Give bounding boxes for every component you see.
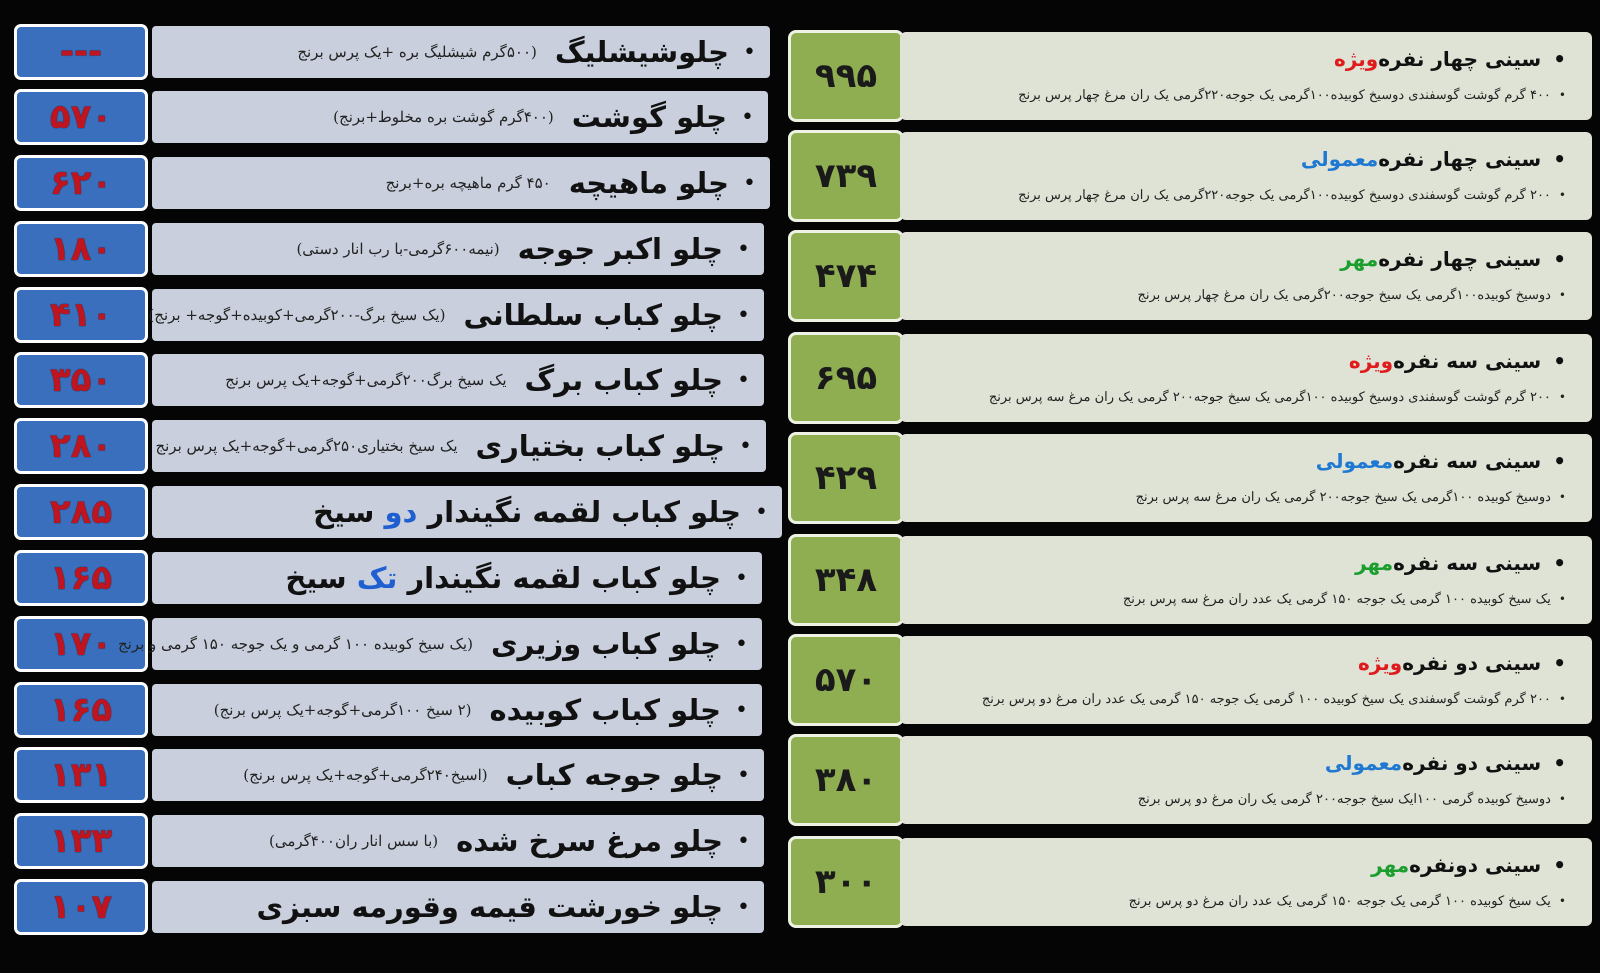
price-badge: ۱۶۵ [14, 682, 148, 738]
bullet-icon: • [735, 697, 748, 723]
item-description: (یک سیخ کوبیده ۱۰۰ گرمی و یک جوجه ۱۵۰ گرمی و برنج [117, 635, 473, 653]
item-bar [152, 420, 766, 472]
item-description: یک سیخ برگ۲۰۰گرمی+گوجه+یک پرس برنج [225, 371, 507, 389]
item-title: چلو خورشت قیمه وقورمه سبزی [256, 890, 724, 924]
item-tag: مهر [1371, 853, 1410, 877]
menu-item-right[interactable] [788, 734, 1588, 826]
price-badge: ۳۸۰ [788, 734, 904, 826]
bullet-icon: • [1553, 751, 1566, 775]
item-bar [900, 536, 1592, 624]
item-description: • یک سیخ کوبیده ۱۰۰ گرمی یک جوجه ۱۵۰ گرمی یک عدد ران مرغ سه پرس برنج [1122, 591, 1566, 607]
bullet-icon: • [755, 499, 768, 525]
menu-item-left[interactable] [12, 482, 776, 540]
bullet-icon: • [1558, 188, 1566, 202]
item-description: • یک سیخ کوبیده ۱۰۰ گرمی یک جوجه ۱۵۰ گرمی یک عدد ران مرغ دو پرس برنج [1128, 893, 1566, 909]
item-description: ۴۵۰ گرم ماهیچه بره+برنج [385, 174, 551, 192]
item-bar [152, 157, 770, 209]
bullet-icon: • [1558, 490, 1566, 504]
bullet-icon: • [1553, 651, 1566, 675]
item-description: (۴۰۰گرم گوشت بره مخلوط+برنج) [333, 108, 554, 126]
bullet-icon: • [739, 433, 752, 459]
item-title: چلو مرغ سرخ شده [456, 824, 724, 858]
item-tag: مهر [1340, 247, 1379, 271]
menu-item-left[interactable] [12, 153, 776, 211]
menu-item-right[interactable] [788, 534, 1588, 626]
item-bar [152, 552, 762, 604]
menu-item-right[interactable] [788, 130, 1588, 222]
item-title: چلو کباب وزیری [490, 627, 722, 661]
price-badge: ۴۲۹ [788, 432, 904, 524]
menu-item-right[interactable] [788, 432, 1588, 524]
menu-item-left[interactable] [12, 87, 776, 145]
menu-item-left[interactable] [12, 614, 776, 672]
item-bar [148, 289, 764, 341]
menu-item-left[interactable] [12, 285, 776, 343]
price-badge: ۶۹۵ [788, 332, 904, 424]
bullet-icon: • [1558, 88, 1566, 102]
bullet-icon: • [1558, 288, 1566, 302]
item-description: • دوسیخ کوبیده۱۰۰گرمی یک سیخ جوجه۲۰۰گرمی یک ران مرغ چهار پرس برنج [1137, 287, 1566, 303]
menu-item-left[interactable] [12, 680, 776, 738]
item-bar [152, 354, 764, 406]
bullet-icon: • [1558, 894, 1566, 908]
menu-item-left[interactable] [12, 22, 776, 80]
bullet-icon: • [1558, 692, 1566, 706]
item-bar [900, 736, 1592, 824]
item-title: • سینی سه نفره ویژه [1348, 349, 1566, 373]
item-title: • سینی چهار نفره معمولی [1300, 147, 1566, 171]
bullet-icon: • [737, 894, 750, 920]
item-tag: معمولی [1315, 449, 1394, 473]
item-title: • سینی دو نفره معمولی [1324, 751, 1566, 775]
bullet-icon: • [1558, 390, 1566, 404]
item-bar [152, 486, 782, 538]
price-badge: ۱۶۵ [14, 550, 148, 606]
item-title: چلو کباب سلطانی [463, 298, 724, 332]
menu-item-right[interactable] [788, 30, 1588, 122]
item-description: (اسیخ۲۴۰گرمی+گوجه+یک پرس برنج) [243, 766, 488, 784]
price-badge: ۳۵۰ [14, 352, 148, 408]
item-title: • سینی چهار نفره ویژه [1334, 47, 1566, 71]
item-title: • سینی سه نفره معمولی [1315, 449, 1566, 473]
item-title: چلو کباب لقمه نگیندار دو سیخ [313, 495, 742, 529]
item-bar [152, 815, 764, 867]
menu-item-right[interactable] [788, 836, 1588, 928]
price-badge: --- [14, 24, 148, 80]
item-description: (یک سیخ برگ-۲۰۰گرمی+کوبیده+گوجه+ برنج) [148, 306, 446, 324]
item-title-highlight: دو [384, 495, 418, 529]
price-badge: ۱۰۷ [14, 879, 148, 935]
item-title: • سینی سه نفره مهر [1355, 551, 1566, 575]
item-title: چلو جوجه کباب [505, 758, 724, 792]
price-badge: ۱۷۰ [14, 616, 148, 672]
item-title: چلو کباب لقمه نگیندار تک سیخ [285, 561, 722, 595]
item-description: • دوسیخ کوبیده ۱۰۰گرمی یک سیخ جوجه۲۰۰ گرمی یک ران مرغ سه پرس برنج [1135, 489, 1566, 505]
price-badge: ۵۷۰ [14, 89, 148, 145]
menu-item-left[interactable] [12, 877, 776, 935]
item-description: (۵۰۰گرم شیشلیگ بره +یک پرس برنج [297, 43, 537, 61]
bullet-icon: • [1553, 47, 1566, 71]
item-bar [152, 26, 770, 78]
item-description: • ۴۰۰ گرم گوشت گوسفندی دوسیخ کوبیده۱۰۰گرمی یک جوجه۲۲۰گرمی یک ران مرغ چهار پرس برنج [1018, 87, 1566, 103]
price-badge: ۹۹۵ [788, 30, 904, 122]
bullet-icon: • [737, 302, 750, 328]
item-bar [900, 232, 1592, 320]
item-bar [152, 223, 764, 275]
bullet-icon: • [737, 367, 750, 393]
item-bar [152, 749, 764, 801]
item-bar [152, 91, 768, 143]
price-badge: ۱۳۱ [14, 747, 148, 803]
item-title: چلو کباب کوبیده [489, 693, 722, 727]
price-badge: ۴۱۰ [14, 287, 148, 343]
menu-item-left[interactable] [12, 350, 776, 408]
bullet-icon: • [737, 828, 750, 854]
item-description: • دوسیخ کوبیده گرمی ۱۰۰ایک سیخ جوجه۲۰۰ گرمی یک ران مرغ دو پرس برنج [1137, 791, 1566, 807]
bullet-icon: • [735, 565, 748, 591]
item-bar [900, 132, 1592, 220]
item-bar [152, 684, 762, 736]
price-badge: ۳۰۰ [788, 836, 904, 928]
item-title: چلو کباب بختیاری [475, 429, 726, 463]
bullet-icon: • [1553, 247, 1566, 271]
bullet-icon: • [1553, 449, 1566, 473]
item-title: چلو کباب برگ [524, 363, 724, 397]
item-bar [900, 334, 1592, 422]
item-tag: ویژه [1334, 47, 1379, 71]
price-badge: ۲۸۵ [14, 484, 148, 540]
bullet-icon: • [743, 39, 756, 65]
bullet-icon: • [741, 104, 754, 130]
item-bar [900, 838, 1592, 926]
item-description: • ۲۰۰ گرم گوشت گوسفندی یک سیخ کوبیده ۱۰۰ گرمی یک جوجه ۱۵۰ گرمی یک عدد ران مرغ دو پرس برنج [981, 691, 1566, 707]
bullet-icon: • [743, 170, 756, 196]
menu-item-left[interactable] [12, 745, 776, 803]
price-badge: ۶۲۰ [14, 155, 148, 211]
item-description: • ۲۰۰ گرم گوشت گوسفندی دوسیخ کوبیده ۱۰۰گرمی یک سیخ جوجه۲۰۰ گرمی یک ران مرغ سه پرس برنج [988, 389, 1566, 405]
item-title: چلوشیشلیگ [554, 35, 730, 69]
item-title: چلو اکبر جوجه [517, 232, 724, 266]
bullet-icon: • [735, 631, 748, 657]
bullet-icon: • [737, 236, 750, 262]
price-badge: ۳۴۸ [788, 534, 904, 626]
item-tag: ویژه [1357, 651, 1403, 675]
price-badge: ۱۸۰ [14, 221, 148, 277]
menu-item-left[interactable] [12, 548, 776, 606]
item-title: • سینی دونفره مهر [1371, 853, 1566, 877]
item-title: • سینی چهار نفره مهر [1340, 247, 1566, 271]
price-badge: ۴۷۴ [788, 230, 904, 322]
price-badge: ۷۳۹ [788, 130, 904, 222]
bullet-icon: • [1553, 853, 1566, 877]
item-description: (نیمه۶۰۰گرمی-با رب انار دستی) [296, 240, 500, 258]
item-tag: معمولی [1300, 147, 1379, 171]
price-badge: ۱۳۳ [14, 813, 148, 869]
item-bar [152, 881, 764, 933]
item-description: (با سس انار ران۴۰۰گرمی) [268, 832, 439, 850]
price-badge: ۲۸۰ [14, 418, 148, 474]
menu-item-right[interactable] [788, 634, 1588, 726]
bullet-icon: • [1553, 551, 1566, 575]
item-title: چلو گوشت [571, 100, 728, 134]
menu-item-left[interactable] [12, 416, 776, 474]
menu-item-left[interactable] [12, 219, 776, 277]
item-tag: مهر [1355, 551, 1394, 575]
item-tag: ویژه [1348, 349, 1394, 373]
item-bar [900, 32, 1592, 120]
item-description: یک سیخ بختیاری۲۵۰گرمی+گوجه+یک پرس برنج [155, 437, 458, 455]
item-title: چلو ماهیچه [568, 166, 730, 200]
menu-item-right[interactable] [788, 230, 1588, 322]
bullet-icon: • [1553, 349, 1566, 373]
menu-item-left[interactable] [12, 811, 776, 869]
bullet-icon: • [1558, 792, 1566, 806]
bullet-icon: • [1553, 147, 1566, 171]
price-badge: ۵۷۰ [788, 634, 904, 726]
item-title-highlight: تک [356, 561, 398, 595]
bullet-icon: • [737, 762, 750, 788]
item-description: • ۲۰۰ گرم گوشت گوسفندی دوسیخ کوبیده۱۰۰گرمی یک جوجه۲۲۰گرمی یک ران مرغ چهار پرس برنج [1018, 187, 1566, 203]
item-bar [900, 636, 1592, 724]
item-title: • سینی دو نفره ویژه [1357, 651, 1566, 675]
menu-item-right[interactable] [788, 332, 1588, 424]
item-bar [900, 434, 1592, 522]
item-description: (۲ سیخ ۱۰۰گرمی+گوجه+یک پرس برنج) [213, 701, 472, 719]
item-tag: معمولی [1324, 751, 1403, 775]
bullet-icon: • [1558, 592, 1566, 606]
item-bar [117, 618, 762, 670]
